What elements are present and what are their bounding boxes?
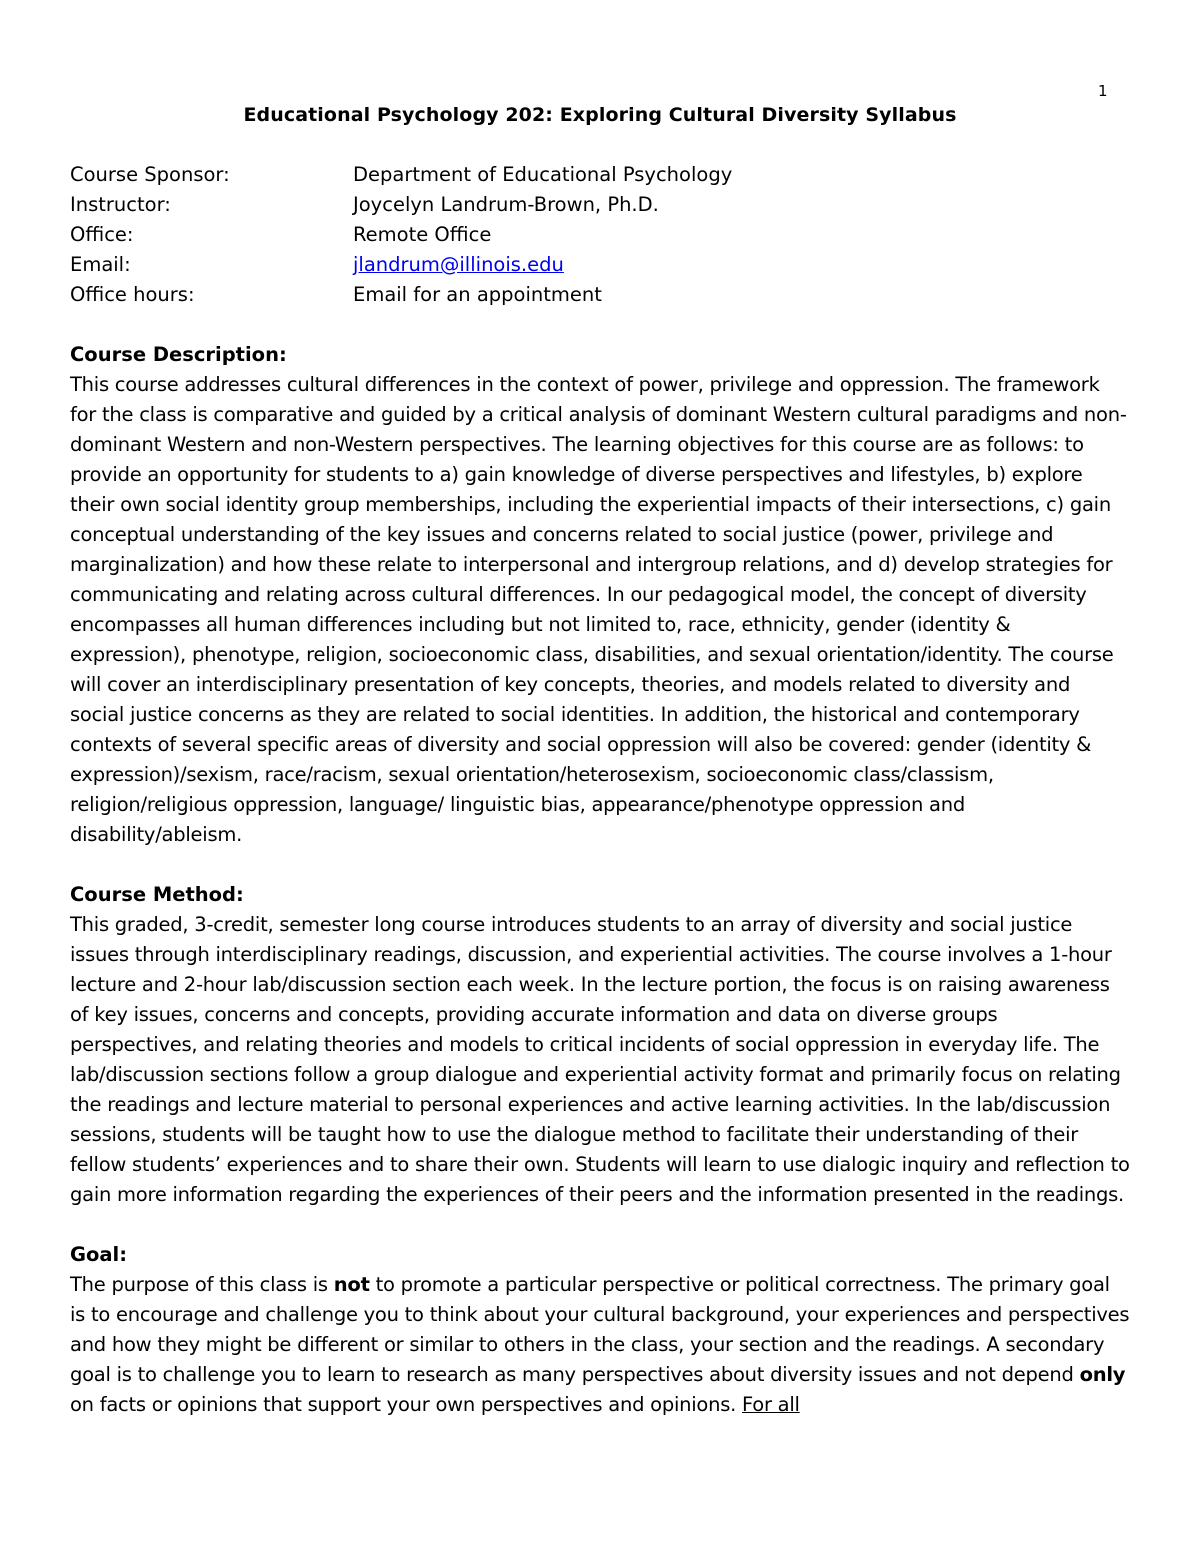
course-description-text: This course addresses cultural differences in the context of power, privilege and oppression. The framework for the class is comparative and guided by a critical analysis of dominant Western cultural paradigms and non-dominant Western and non-Western perspectives. The learning objectives for this course are as follows: to provide an opportunity for students to a) gain knowledge of diverse perspectives and lifestyles, b) explore their own social identity group memberships, including the experiential impacts of their intersections, c) gain conceptual understanding of the key issues and concerns related to social justice (power, privilege and marginalization) and how these relate to interpersonal and intergroup relations, and d) develop strategies for communicating and relating across cultural differences. In our pedagogical model, the concept of diversity encompasses all human differences including but not limited to, race, ethnicity, gender (identity & expression), phenotype, religion, socioeconomic class, disabilities, and sexual orientation/identity. The course will cover an interdisciplinary presentation of key concepts, theories, and models related to diversity and social justice concerns as they are related to social identities. In addition, the historical and contemporary contexts of several specific areas of diversity and social oppression will also be covered: gender (identity & expression)/sexism, race/racism, sexual orientation/heterosexism, socioeconomic class/classism, religion/religious oppression, language/ linguistic bias, appearance/phenotype oppression and disability/ableism. bbox=[70, 373, 1127, 846]
course-info-table bbox=[70, 160, 732, 310]
info-label: Course Sponsor: bbox=[70, 163, 230, 186]
info-row-office bbox=[70, 220, 732, 250]
info-value: Department of Educational Psychology bbox=[353, 163, 733, 186]
goal-text-part: on facts or opinions that support your own perspectives and opinions. bbox=[70, 1393, 743, 1416]
goal-text bbox=[70, 1270, 1130, 1420]
info-label: Instructor: bbox=[70, 193, 171, 216]
goal-emphasis-not: not bbox=[333, 1273, 370, 1296]
goal-emphasis-only: only bbox=[1079, 1363, 1126, 1386]
info-label: Office: bbox=[70, 223, 134, 246]
syllabus-content bbox=[70, 340, 1130, 1450]
document-title: Educational Psychology 202: Exploring Cultural Diversity Syllabus bbox=[243, 104, 957, 126]
goal-text-part: to promote a particular perspective or political correctness. The primary goal is to encourage and challenge you to think about your cultural background, your experiences and perspectives and how they might be different or similar to others in the class, your section and the readings. A secondary goal is to challenge you to learn to research as many perspectives about diversity issues and not depend bbox=[70, 1273, 1130, 1386]
course-method-text: This graded, 3-credit, semester long course introduces students to an array of diversity and social justice issues through interdisciplinary readings, discussion, and experiential activities. The course involves a 1-hour lecture and 2-hour lab/discussion section each week. In the lecture portion, the focus is on raising awareness of key issues, concerns and concepts, providing accurate information and data on diverse groups perspectives, and relating theories and models to critical incidents of social oppression in everyday life. The lab/discussion sections follow a group dialogue and experiential activity format and primarily focus on relating the readings and lecture material to personal experiences and active learning activities. In the lab/discussion sessions, students will be taught how to use the dialogue method to facilitate their understanding of their fellow students’ experiences and to share their own. Students will learn to use dialogic inquiry and reflection to gain more information regarding the experiences of their peers and the information presented in the readings. bbox=[70, 913, 1130, 1206]
info-row-email bbox=[70, 250, 732, 280]
course-method-heading: Course Method: bbox=[70, 883, 244, 906]
info-row-sponsor bbox=[70, 160, 732, 190]
goal-underlined-text: For all bbox=[742, 1393, 800, 1416]
info-value: Joycelyn Landrum-Brown, Ph.D. bbox=[353, 193, 659, 216]
goal-heading: Goal: bbox=[70, 1243, 128, 1266]
info-label: Office hours: bbox=[70, 283, 195, 306]
info-value: Email for an appointment bbox=[353, 283, 602, 306]
email-link[interactable]: jlandrum@illinois.edu bbox=[353, 253, 564, 276]
course-description-heading: Course Description: bbox=[70, 343, 287, 366]
info-value: Remote Office bbox=[353, 223, 492, 246]
page-number: 1 bbox=[1098, 82, 1108, 100]
goal-text-part: The purpose of this class is bbox=[70, 1273, 334, 1296]
info-row-office-hours bbox=[70, 280, 732, 310]
info-row-instructor bbox=[70, 190, 732, 220]
info-label: Email: bbox=[70, 253, 131, 276]
